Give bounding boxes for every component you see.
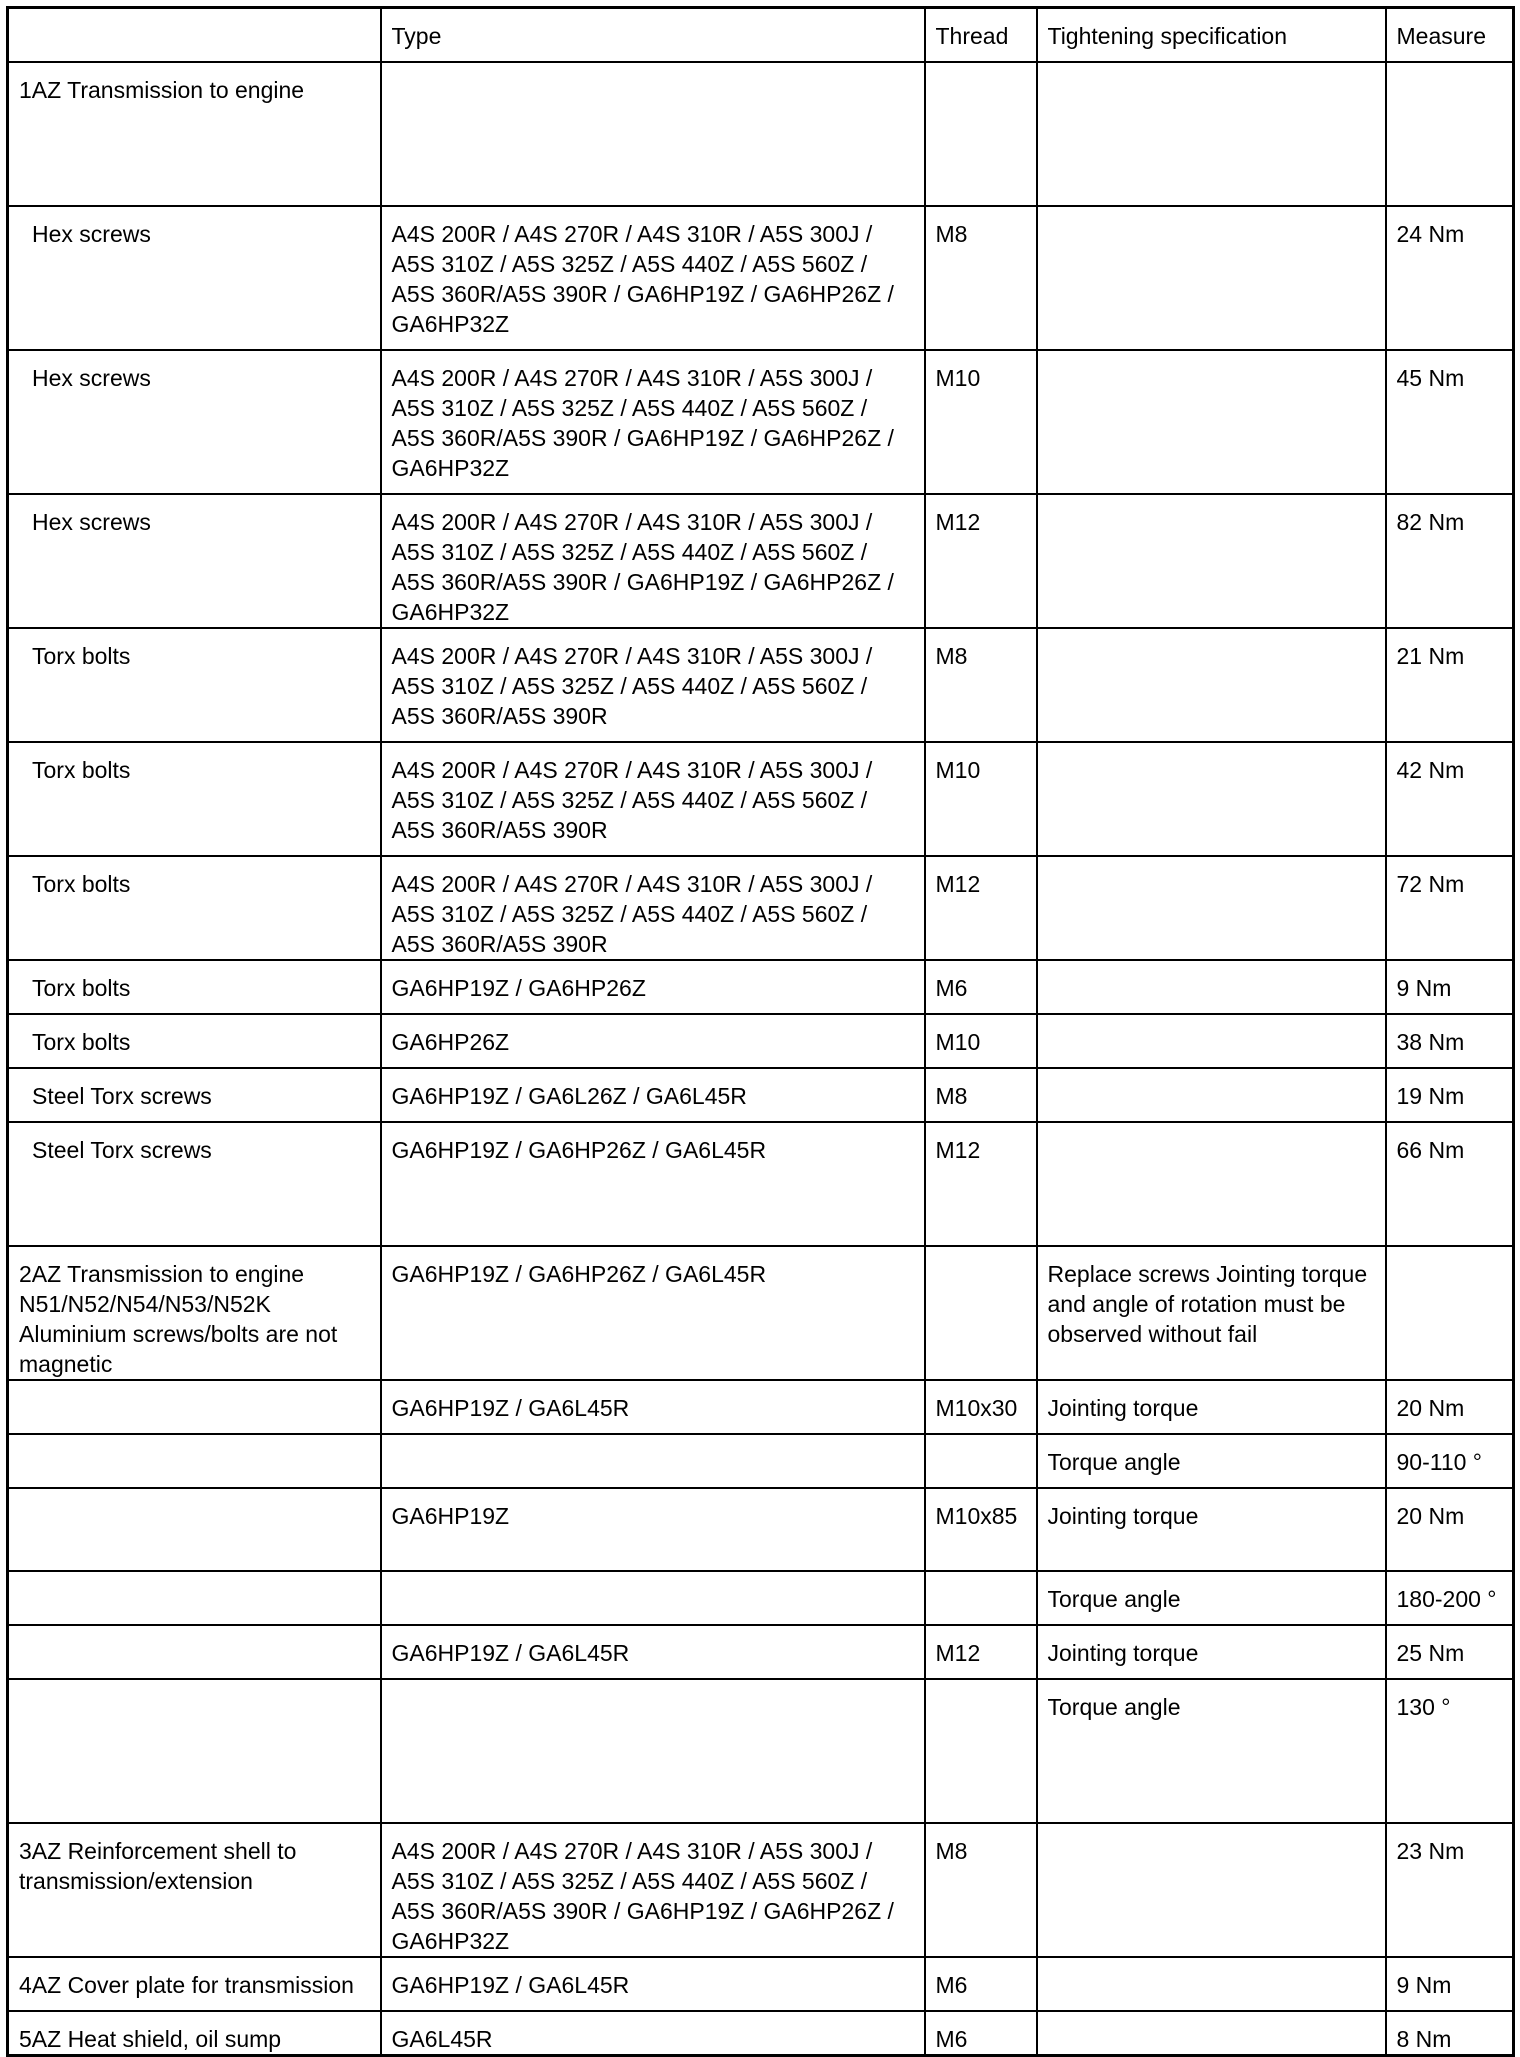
cell-thread: M10 <box>925 742 1037 856</box>
cell-spec <box>1037 350 1386 494</box>
cell-item: 3AZ Reinforcement shell to transmission/extension <box>8 1823 381 1957</box>
cell-thread <box>925 1679 1037 1823</box>
cell-measure: 21 Nm <box>1386 628 1514 742</box>
tightening-torque-table <box>6 6 1515 2057</box>
cell-thread: M12 <box>925 856 1037 960</box>
cell-thread: M8 <box>925 1068 1037 1122</box>
header-cell-type: Type <box>381 8 925 62</box>
cell-type: GA6HP19Z / GA6HP26Z <box>381 960 925 1014</box>
cell-item: Torx bolts <box>8 742 381 856</box>
cell-measure <box>1386 1246 1514 1380</box>
cell-type <box>381 1434 925 1488</box>
header-cell-measure: Measure <box>1386 8 1514 62</box>
table-row <box>8 1823 1514 1957</box>
cell-thread: M12 <box>925 494 1037 628</box>
cell-item <box>8 1434 381 1488</box>
cell-type: A4S 200R / A4S 270R / A4S 310R / A5S 300J / A5S 310Z / A5S 325Z / A5S 440Z / A5S 560Z / A5S 360R/A5S 390R / GA6HP19Z / GA6HP26Z / GA6HP32Z <box>381 1823 925 1957</box>
cell-spec: Jointing torque <box>1037 1488 1386 1571</box>
cell-item: Torx bolts <box>8 856 381 960</box>
cell-thread: M6 <box>925 2011 1037 2056</box>
table-body <box>8 8 1514 2056</box>
cell-type: GA6L45R <box>381 2011 925 2056</box>
table-row <box>8 960 1514 1014</box>
table-row <box>8 2011 1514 2056</box>
cell-type: A4S 200R / A4S 270R / A4S 310R / A5S 300J / A5S 310Z / A5S 325Z / A5S 440Z / A5S 560Z / A5S 360R/A5S 390R / GA6HP19Z / GA6HP26Z / GA6HP32Z <box>381 350 925 494</box>
cell-spec <box>1037 1014 1386 1068</box>
table-row <box>8 1434 1514 1488</box>
table-row <box>8 1380 1514 1434</box>
cell-spec <box>1037 628 1386 742</box>
cell-spec <box>1037 62 1386 206</box>
table-row <box>8 350 1514 494</box>
cell-measure: 42 Nm <box>1386 742 1514 856</box>
table-row <box>8 1068 1514 1122</box>
cell-thread: M10 <box>925 1014 1037 1068</box>
table-row <box>8 62 1514 206</box>
cell-spec: Replace screws Jointing torque and angle of rotation must be observed without fail <box>1037 1246 1386 1380</box>
cell-thread: M6 <box>925 1957 1037 2011</box>
cell-type <box>381 1679 925 1823</box>
header-cell-spec: Tightening specification <box>1037 8 1386 62</box>
table-row <box>8 1246 1514 1380</box>
cell-thread: M10x30 <box>925 1380 1037 1434</box>
table-row <box>8 1122 1514 1246</box>
cell-type: GA6HP19Z <box>381 1488 925 1571</box>
cell-spec: Jointing torque <box>1037 1380 1386 1434</box>
cell-measure: 45 Nm <box>1386 350 1514 494</box>
cell-item: 5AZ Heat shield, oil sump <box>8 2011 381 2056</box>
cell-item: Torx bolts <box>8 960 381 1014</box>
cell-item: Torx bolts <box>8 1014 381 1068</box>
cell-spec <box>1037 960 1386 1014</box>
cell-type: A4S 200R / A4S 270R / A4S 310R / A5S 300J / A5S 310Z / A5S 325Z / A5S 440Z / A5S 560Z / A5S 360R/A5S 390R / GA6HP19Z / GA6HP26Z / GA6HP32Z <box>381 206 925 350</box>
cell-item: Hex screws <box>8 206 381 350</box>
cell-thread: M8 <box>925 1823 1037 1957</box>
cell-measure: 9 Nm <box>1386 960 1514 1014</box>
cell-type: A4S 200R / A4S 270R / A4S 310R / A5S 300J / A5S 310Z / A5S 325Z / A5S 440Z / A5S 560Z / A5S 360R/A5S 390R <box>381 856 925 960</box>
table-row <box>8 206 1514 350</box>
cell-item <box>8 1571 381 1625</box>
cell-measure: 25 Nm <box>1386 1625 1514 1679</box>
cell-item: Steel Torx screws <box>8 1122 381 1246</box>
table-row <box>8 1679 1514 1823</box>
table-row <box>8 1957 1514 2011</box>
cell-measure: 23 Nm <box>1386 1823 1514 1957</box>
cell-thread <box>925 1246 1037 1380</box>
cell-thread <box>925 62 1037 206</box>
cell-measure <box>1386 62 1514 206</box>
cell-thread: M10 <box>925 350 1037 494</box>
cell-type: GA6HP19Z / GA6L26Z / GA6L45R <box>381 1068 925 1122</box>
table-row <box>8 1625 1514 1679</box>
cell-measure: 66 Nm <box>1386 1122 1514 1246</box>
cell-type: GA6HP19Z / GA6HP26Z / GA6L45R <box>381 1122 925 1246</box>
cell-item <box>8 1625 381 1679</box>
cell-measure: 180-200 ° <box>1386 1571 1514 1625</box>
cell-type: A4S 200R / A4S 270R / A4S 310R / A5S 300J / A5S 310Z / A5S 325Z / A5S 440Z / A5S 560Z / A5S 360R/A5S 390R <box>381 628 925 742</box>
header-cell-item <box>8 8 381 62</box>
cell-spec <box>1037 1122 1386 1246</box>
cell-spec <box>1037 2011 1386 2056</box>
cell-type: GA6HP19Z / GA6HP26Z / GA6L45R <box>381 1246 925 1380</box>
cell-spec <box>1037 206 1386 350</box>
cell-type <box>381 1571 925 1625</box>
cell-thread: M8 <box>925 628 1037 742</box>
table-row <box>8 628 1514 742</box>
header-cell-thread: Thread <box>925 8 1037 62</box>
cell-item: 2AZ Transmission to engine N51/N52/N54/N53/N52K Aluminium screws/bolts are not magnetic <box>8 1246 381 1380</box>
cell-item <box>8 1380 381 1434</box>
header-row <box>8 8 1514 62</box>
cell-thread <box>925 1571 1037 1625</box>
cell-item: Hex screws <box>8 350 381 494</box>
cell-measure: 72 Nm <box>1386 856 1514 960</box>
cell-thread: M8 <box>925 206 1037 350</box>
cell-spec: Torque angle <box>1037 1434 1386 1488</box>
cell-spec <box>1037 494 1386 628</box>
cell-thread: M6 <box>925 960 1037 1014</box>
cell-type: GA6HP19Z / GA6L45R <box>381 1625 925 1679</box>
table-row <box>8 1488 1514 1571</box>
cell-spec <box>1037 742 1386 856</box>
cell-item: Torx bolts <box>8 628 381 742</box>
cell-thread: M10x85 <box>925 1488 1037 1571</box>
cell-measure: 38 Nm <box>1386 1014 1514 1068</box>
cell-thread: M12 <box>925 1625 1037 1679</box>
cell-type: A4S 200R / A4S 270R / A4S 310R / A5S 300J / A5S 310Z / A5S 325Z / A5S 440Z / A5S 560Z / A5S 360R/A5S 390R / GA6HP19Z / GA6HP26Z / GA6HP32Z <box>381 494 925 628</box>
table-row <box>8 1014 1514 1068</box>
cell-item <box>8 1488 381 1571</box>
cell-type: GA6HP19Z / GA6L45R <box>381 1380 925 1434</box>
cell-measure: 20 Nm <box>1386 1380 1514 1434</box>
cell-thread <box>925 1434 1037 1488</box>
cell-measure: 82 Nm <box>1386 494 1514 628</box>
cell-spec <box>1037 1823 1386 1957</box>
cell-spec: Torque angle <box>1037 1571 1386 1625</box>
cell-measure: 90-110 ° <box>1386 1434 1514 1488</box>
cell-type <box>381 62 925 206</box>
table-row <box>8 856 1514 960</box>
cell-type: GA6HP26Z <box>381 1014 925 1068</box>
cell-spec <box>1037 1068 1386 1122</box>
cell-spec <box>1037 856 1386 960</box>
table-row <box>8 1571 1514 1625</box>
cell-item: Steel Torx screws <box>8 1068 381 1122</box>
cell-measure: 9 Nm <box>1386 1957 1514 2011</box>
cell-type: A4S 200R / A4S 270R / A4S 310R / A5S 300J / A5S 310Z / A5S 325Z / A5S 440Z / A5S 560Z / A5S 360R/A5S 390R <box>381 742 925 856</box>
cell-type: GA6HP19Z / GA6L45R <box>381 1957 925 2011</box>
cell-measure: 8 Nm <box>1386 2011 1514 2056</box>
cell-item: 1AZ Transmission to engine <box>8 62 381 206</box>
cell-item: 4AZ Cover plate for transmission <box>8 1957 381 2011</box>
cell-measure: 19 Nm <box>1386 1068 1514 1122</box>
cell-spec <box>1037 1957 1386 2011</box>
cell-measure: 130 ° <box>1386 1679 1514 1823</box>
cell-item <box>8 1679 381 1823</box>
cell-thread: M12 <box>925 1122 1037 1246</box>
cell-item: Hex screws <box>8 494 381 628</box>
table-row <box>8 742 1514 856</box>
cell-spec: Torque angle <box>1037 1679 1386 1823</box>
cell-spec: Jointing torque <box>1037 1625 1386 1679</box>
cell-measure: 20 Nm <box>1386 1488 1514 1571</box>
cell-measure: 24 Nm <box>1386 206 1514 350</box>
table-row <box>8 494 1514 628</box>
